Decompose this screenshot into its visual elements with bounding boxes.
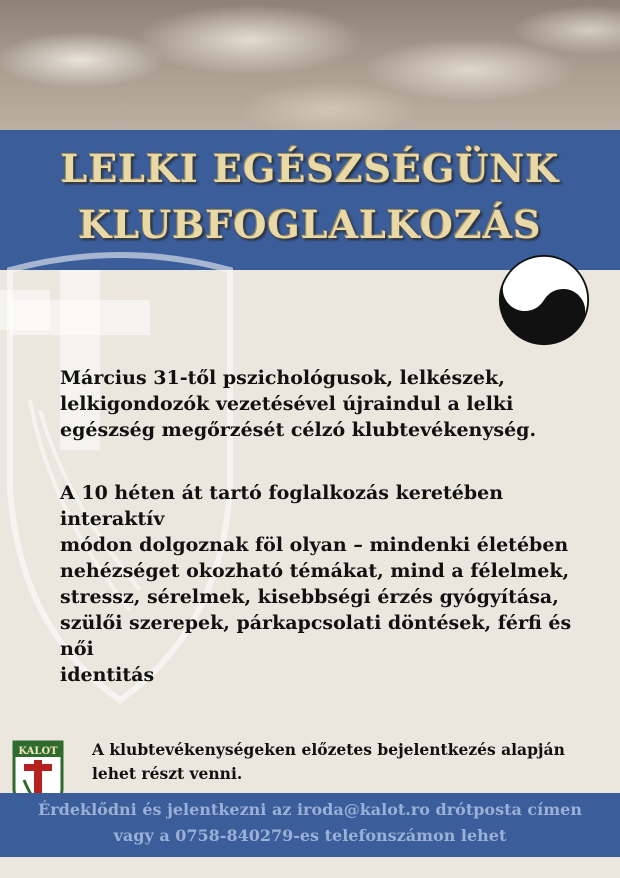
details-paragraph [60, 480, 580, 688]
title-line-1: LELKI EGÉSZSÉGÜNK [60, 146, 560, 191]
intro-paragraph [60, 365, 580, 443]
sky-header-image [0, 0, 620, 130]
note-line-2: lehet részt venni. [92, 764, 243, 783]
details-line-4: stressz, sérelmek, kisebbségi érzés gyógyítása, [60, 586, 559, 608]
intro-line-2: lelkigondozók vezetésével újraindul a lelki [60, 393, 514, 415]
intro-line-3: egészség megőrzését célzó klubtevékenység. [60, 419, 537, 441]
details-line-5: szülői szerepek, párkapcsolati döntések, férfi és női [60, 612, 572, 660]
yin-yang-icon [498, 254, 590, 346]
intro-line-1: Március 31-től pszichológusok, lelkészek, [60, 367, 505, 389]
footer-line-2: vagy a 0758-840279-es telefonszámon lehet [113, 826, 507, 845]
footer-line-1: Érdeklődni és jelentkezni az iroda@kalot.ro drótposta címen [38, 800, 582, 819]
note-line-1: A klubtevékenységeken előzetes bejelentkezés alapján [92, 740, 565, 759]
registration-note [92, 738, 612, 786]
details-line-2: módon dolgoznak föl olyan – mindenki életében [60, 534, 569, 556]
details-line-6: identitás [60, 664, 155, 686]
svg-text:KALOT: KALOT [18, 746, 58, 757]
details-line-1: A 10 héten át tartó foglalkozás keretében interaktív [60, 482, 504, 530]
kalot-logo-lettering [12, 740, 64, 760]
details-line-3: nehézséget okozható témákat, mind a félelmek, [60, 560, 570, 582]
title-line-2: KLUBFOGLALKOZÁS [78, 202, 542, 247]
